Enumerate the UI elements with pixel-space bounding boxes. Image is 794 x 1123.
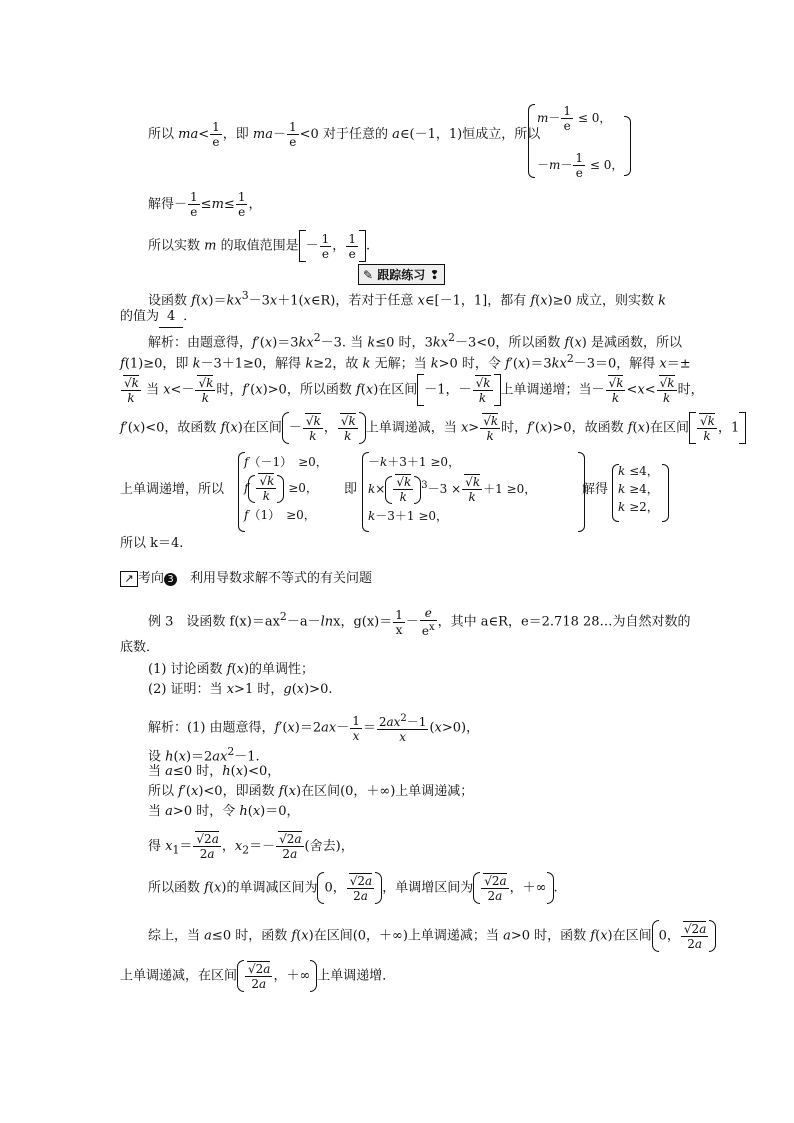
solve-line: 解得－ $\frac{1}{e}$ ≤m≤ $\frac{1}{e}$ ， <box>148 190 262 219</box>
system-ma: m－ $\frac{1}{e}$ ≤ 0， －m－ $\frac{1}{e}$ ≤ 0， <box>537 104 624 180</box>
summary-1: 综上，当 a≤0 时，函数 f(x)在区间(0，＋∞)上单调递减；当 a>0 时，函数 f(x)在区间 0， $\frac{√2a}{2a}$ <box>148 920 716 952</box>
section-kaoxiang: ↗ 考向 3 利用导数求解不等式的有关问题 <box>120 567 372 587</box>
solution-2: 设 $h(x)=2ax^2-1$. <box>148 745 260 765</box>
track-practice-badge: ✎ 跟踪练习 ❢ <box>358 264 445 285</box>
problem-line1: 设函数 $f(x)=kx^3-3x+1(x\in R)$，若对于任意 x∈[－1，1]，都有 f(x)≥0 成立，则实数 k <box>148 289 666 309</box>
solution-6: 得 $x_1=$ $\frac{√2a}{2a}$ ，$x_2=-$ $\frac{√2a}{2a}$ (舍去)， <box>148 832 354 861</box>
analysis-line4: f′(x)<0，故函数 f(x)在区间 － $\frac{√k}{k}$ ， $\frac{√k}{k}$ 上单调递减，当 x> $\frac{√k}{k}$ 时，f′(x)>0，故函数 f(x)在区间 $\frac{√k}{k}$ ，1 <box>120 412 746 444</box>
example-line1: 例 3 设函数 $f(x)=ax^2-a-\ln x$，g(x)＝ $\frac{1}{x}$ － $\frac{e}{e^x}$ ，其中 a∈R，e＝2.718 28…为自然对数的 <box>148 606 691 638</box>
line-ma: 所以 ma< $\frac{1}{e}$ ，即 ma－ $\frac{1}{e}$ <0 对于任意的 a∈(－1，1)恒成立，所以 <box>148 120 541 149</box>
solution-5: 当 a>0 时，令 h(x)＝0， <box>148 804 300 819</box>
summary-2: 上单调递减，在区间 $\frac{√2a}{2a}$ ，＋∞ 上单调递增． <box>120 961 396 991</box>
trend-icon: ↗ <box>120 571 138 587</box>
analysis-line3: $\frac{√k}{k}$ 当 x<－ $\frac{√k}{k}$ 时，f′(x)>0，所以函数 f(x)在区间 －1，－ $\frac{√k}{k}$ 上单调递增；当－ $\frac{√k}{k}$ <x< $\frac{√k}{k}$ 时， <box>120 374 704 406</box>
solution-4: 所以 f′(x)<0，即函数 f(x)在区间(0，＋∞)上单调递减； <box>148 784 474 799</box>
analysis-line2: f(1)≥0，即 k－3＋1≥0，解得 k≥2，故 k 无解；当 k>0 时，令 $f'(x)=3kx^2-3=0$，解得 x＝± <box>120 352 691 372</box>
final-k: 所以 k＝4. <box>120 536 184 551</box>
question-1: (1) 讨论函数 f(x)的单调性； <box>148 662 315 677</box>
system-f: f（－1） ≥0， f $\frac{√k}{k}$ ≥0， f（1） ≥0， <box>244 455 328 522</box>
analysis-line5: 上单调递增，所以 <box>120 482 225 497</box>
problem-line2: 的值为 4 ． <box>120 307 196 328</box>
example-line2: 底数． <box>120 640 160 655</box>
answer-blank: 4 <box>159 307 183 328</box>
pencil-icon: ✎ <box>363 268 374 282</box>
footprint-icon: ❢ <box>429 268 440 282</box>
solution-1: 解析：(1) 由题意得，f′(x)＝2ax－ $\frac{1}{x}$ ＝ $\frac{2ax^2-1}{x}$ (x>0)， <box>148 713 480 744</box>
system-brace <box>528 104 535 178</box>
range-line: 所以实数 m 的取值范围是 － $\frac{1}{e}$ ， $\frac{1}{e}$ . <box>148 231 371 261</box>
analysis-line1: 解析：由题意得，$f'(x)=3kx^2-3$. 当 k≤0 时，$3kx^2-3<0$，所以函数 f(x) 是减函数，所以 <box>148 331 683 351</box>
solution-7: 所以函数 f(x)的单调减区间为 0， $\frac{√2a}{2a}$ ，单调增区间为 $\frac{√2a}{2a}$ ，＋∞ . <box>148 873 558 903</box>
solution-3: 当 a≤0 时，h(x)<0， <box>148 764 281 779</box>
system-k: －k＋3＋1 ≥0， k× $\frac{√k}{k}$ $^3$－3 × $\frac{√k}{k}$ ＋1 ≥0， k－3＋1 ≥0， <box>368 455 537 523</box>
system-solve: k ≤4， k ≥4， k ≥2， <box>618 464 659 514</box>
question-2: (2) 证明：当 x>1 时，g(x)>0. <box>148 682 333 697</box>
number-3-icon: 3 <box>164 573 177 586</box>
